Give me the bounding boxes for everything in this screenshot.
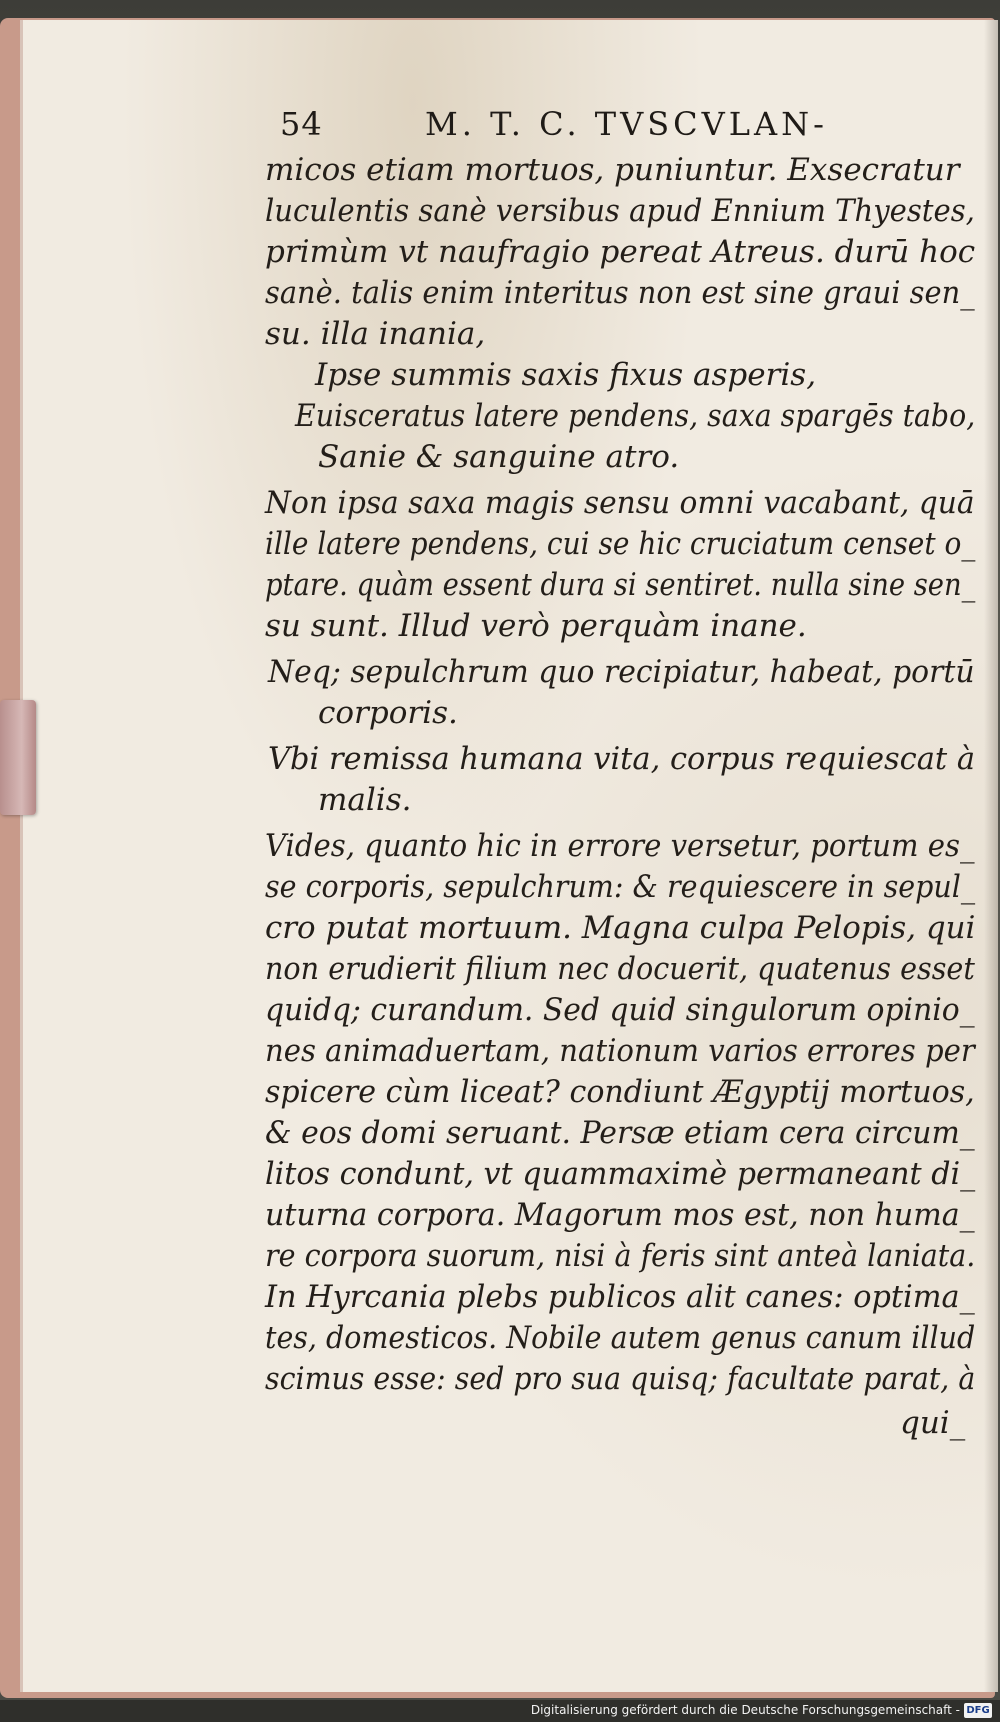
text-line: quidq; curandum. Sed quid singulorum opinio_ [265, 992, 975, 1028]
text-line: ptare. quàm essent dura si sentiret. nulla sine sen_ [265, 567, 976, 603]
running-title: M. T. C. TVSCVLAN- [425, 105, 828, 143]
text-line: non erudierit filium nec docuerit, quatenus esset [265, 951, 975, 987]
text-line: uturna corpora. Magorum mos est, non huma_ [265, 1197, 975, 1233]
text-line: re corpora suorum, nisi à feris sint anteà laniata. [265, 1238, 976, 1274]
text-line: sanè. talis enim interitus non est sine graui sen_ [265, 275, 975, 311]
text-line: micos etiam mortuos, puniuntur. Exsecratur [265, 152, 960, 188]
verse-line: malis. [318, 782, 412, 818]
text-line: cro putat mortuum. Magna culpa Pelopis, qui [265, 910, 976, 946]
text-line: Vides, quanto hic in errore versetur, portum es_ [265, 828, 975, 864]
text-line: su. illa inania, [265, 316, 486, 352]
verse-line: corporis. [318, 695, 458, 731]
text-line: Non ipsa saxa magis sensu omni vacabant, quā [265, 485, 975, 521]
text-line: & eos domi seruant. Persæ etiam cera circum_ [265, 1115, 975, 1151]
verse-line: Euisceratus latere pendens, saxa spargēs tabo, [295, 398, 976, 434]
text-line: litos condunt, vt quammaximè permaneant di_ [265, 1156, 976, 1192]
verse-line: Vbi remissa humana vita, corpus requiescat à [268, 741, 976, 777]
text-line: primùm vt naufragio pereat Atreus. durū hoc [265, 234, 976, 270]
running-header [0, 105, 1000, 155]
text-line: se corporis, sepulchrum: & requiescere in sepul_ [265, 869, 976, 905]
verse-line: Neq; sepulchrum quo recipiatur, habeat, portū [268, 654, 975, 690]
catchword: qui_ [900, 1405, 966, 1441]
text-line: In Hyrcania plebs publicos alit canes: optima_ [265, 1279, 975, 1315]
bookmark-ribbon [0, 700, 36, 815]
digitization-footer [0, 1700, 1000, 1722]
text-line: scimus esse: sed pro sua quisq; facultate parat, à [265, 1361, 976, 1397]
text-line: nes animaduertam, nationum varios errores per [265, 1033, 975, 1069]
text-line: spicere cùm liceat? condiunt Ægyptij mortuos, [265, 1074, 975, 1110]
text-line: su sunt. Illud verò perquàm inane. [265, 608, 807, 644]
page-number: 54 [280, 105, 323, 143]
dfg-logo: DFG [964, 1703, 992, 1718]
verse-line: Sanie & sanguine atro. [318, 439, 680, 475]
text-line: ille latere pendens, cui se hic cruciatum censet o_ [265, 526, 976, 562]
footer-credit: Digitalisierung gefördert durch die Deutsche Forschungsgemeinschaft - [530, 1703, 960, 1717]
verse-line: Ipse summis saxis fixus asperis, [315, 357, 817, 393]
text-line: luculentis sanè versibus apud Ennium Thyestes, [265, 193, 975, 229]
page-gutter-shadow [984, 20, 998, 1692]
text-line: tes, domesticos. Nobile autem genus canum illud [265, 1320, 976, 1356]
